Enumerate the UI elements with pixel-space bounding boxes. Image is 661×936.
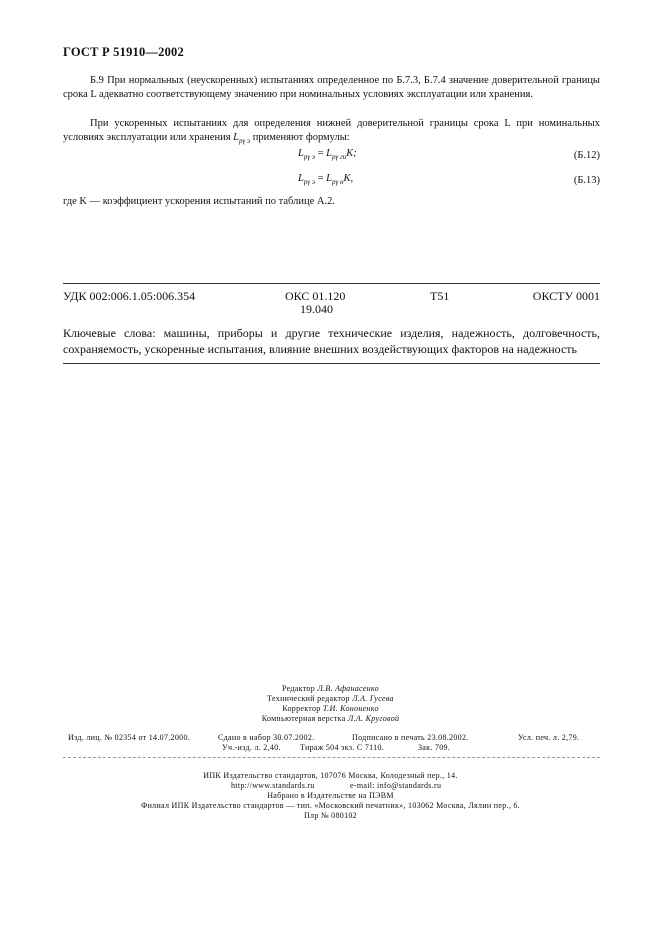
imprint-license: Изд. лиц. № 02354 от 14.07.2000. — [68, 733, 191, 742]
formula-b13-tail: K, — [343, 173, 354, 184]
imprint-layout-label: Компьютерная верстка — [261, 714, 346, 723]
imprint-editor-name: Л.В. Афанасенко — [317, 684, 379, 693]
formula-b13-rhs-sub: pγ н — [331, 178, 344, 186]
imprint-corrector-name: Т.И. Кононенко — [322, 704, 379, 713]
imprint-tech-editor-label: Технический редактор — [267, 694, 350, 703]
okstu-code: ОКСТУ 0001 — [532, 289, 600, 303]
imprint-typeset: Набрано в Издательстве на ПЭВМ — [267, 791, 394, 800]
formula-b12-lhs-sub: pγ э — [303, 153, 315, 161]
imprint-pages: Усл. печ. л. 2,79. — [518, 733, 580, 742]
formula-b12-tail: K; — [346, 148, 357, 159]
imprint-website: http://www.standards.ru — [231, 781, 315, 790]
paragraph-accelerated-tail: применяют формулы: — [252, 132, 350, 143]
imprint-tech-editor-name: Л.А. Гусева — [352, 694, 394, 703]
imprint-print-run: Тираж 504 экз. С 7110. — [300, 743, 385, 752]
paragraph-accelerated-symbol: L — [233, 132, 239, 143]
imprint-branch: Филиал ИПК Издательство стандартов — тип. «Московский печатник», 103062 Москва, Лялин пер., 6. — [140, 801, 521, 810]
paragraph-b9: Б.9 При нормальных (неускоренных) испытаниях определенное по Б.7.3, Б.7.4 значение доверительной границы срока L адекватно соответствующему значению при номинальных условиях эксплуатации или хранения. — [63, 75, 600, 100]
imprint-publisher: ИПК Издательство стандартов, 107076 Москва, Колодезный пер., 14. — [203, 771, 458, 780]
formula-b12-lhs: L — [298, 148, 304, 159]
formula-b12-rhs-sub: pγ ги — [331, 153, 347, 161]
formula-b13-eq: = — [317, 173, 324, 184]
imprint-divider — [63, 757, 600, 758]
formula-b12-rhs: L — [326, 148, 332, 159]
keywords: Ключевые слова: машины, приборы и другие технические изделия, надежность, долговечность, сохраняемость, ускоренные испытания, влияние внешних воздействующих факторов на надежность — [63, 326, 600, 356]
document-header: ГОСТ Р 51910—2002 — [63, 45, 184, 59]
where-k-text: где K — коэффициент ускорения испытаний по таблице А.2. — [63, 196, 335, 207]
formula-b13-lhs-sub: pγ э — [303, 178, 315, 186]
formula-b12-eq: = — [317, 148, 324, 159]
imprint-signed: Подписано в печать 23.08.2002. — [352, 733, 469, 742]
imprint-edit-sheets: Уч.-изд. л. 2,40. — [222, 743, 281, 752]
imprint-corrector-label: Корректор — [282, 704, 321, 713]
imprint-tech-editor — [0, 694, 661, 704]
imprint-corrector — [0, 704, 661, 714]
imprint-plr: Плр № 080102 — [303, 811, 357, 820]
formula-b13-lhs: L — [298, 173, 304, 184]
paragraph-accelerated — [63, 117, 600, 148]
imprint-email: e-mail: info@standards.ru — [350, 781, 442, 790]
formula-b12-number: (Б.12) — [573, 150, 600, 161]
keywords-bottom-rule — [63, 363, 600, 364]
oks-code-2: 19.040 — [300, 302, 333, 316]
imprint-editor-label: Редактор — [282, 684, 316, 693]
classification-top-rule — [63, 283, 600, 284]
t-code: Т51 — [430, 289, 450, 303]
paragraph-accelerated-symbol-sub: pγ э — [239, 137, 251, 145]
formula-b13 — [298, 173, 353, 186]
formula-b13-rhs: L — [326, 173, 332, 184]
imprint-layout — [0, 714, 661, 724]
formula-b12 — [298, 148, 357, 161]
imprint-editor — [0, 684, 661, 694]
paragraph-accelerated-text: При ускоренных испытаниях для определения нижней доверительной границы срока L при номинальных условиях эксплуатации или хранения — [63, 118, 600, 143]
imprint-order: Зак. 709. — [418, 743, 451, 752]
imprint-submitted: Сдано в набор 30.07.2002. — [218, 733, 315, 742]
oks-code-1: ОКС 01.120 — [285, 289, 346, 303]
formula-b13-number: (Б.13) — [573, 175, 600, 186]
udk-code: УДК 002:006.1.05:006.354 — [63, 289, 196, 303]
imprint-layout-name: Л.А. Круговой — [347, 714, 400, 723]
